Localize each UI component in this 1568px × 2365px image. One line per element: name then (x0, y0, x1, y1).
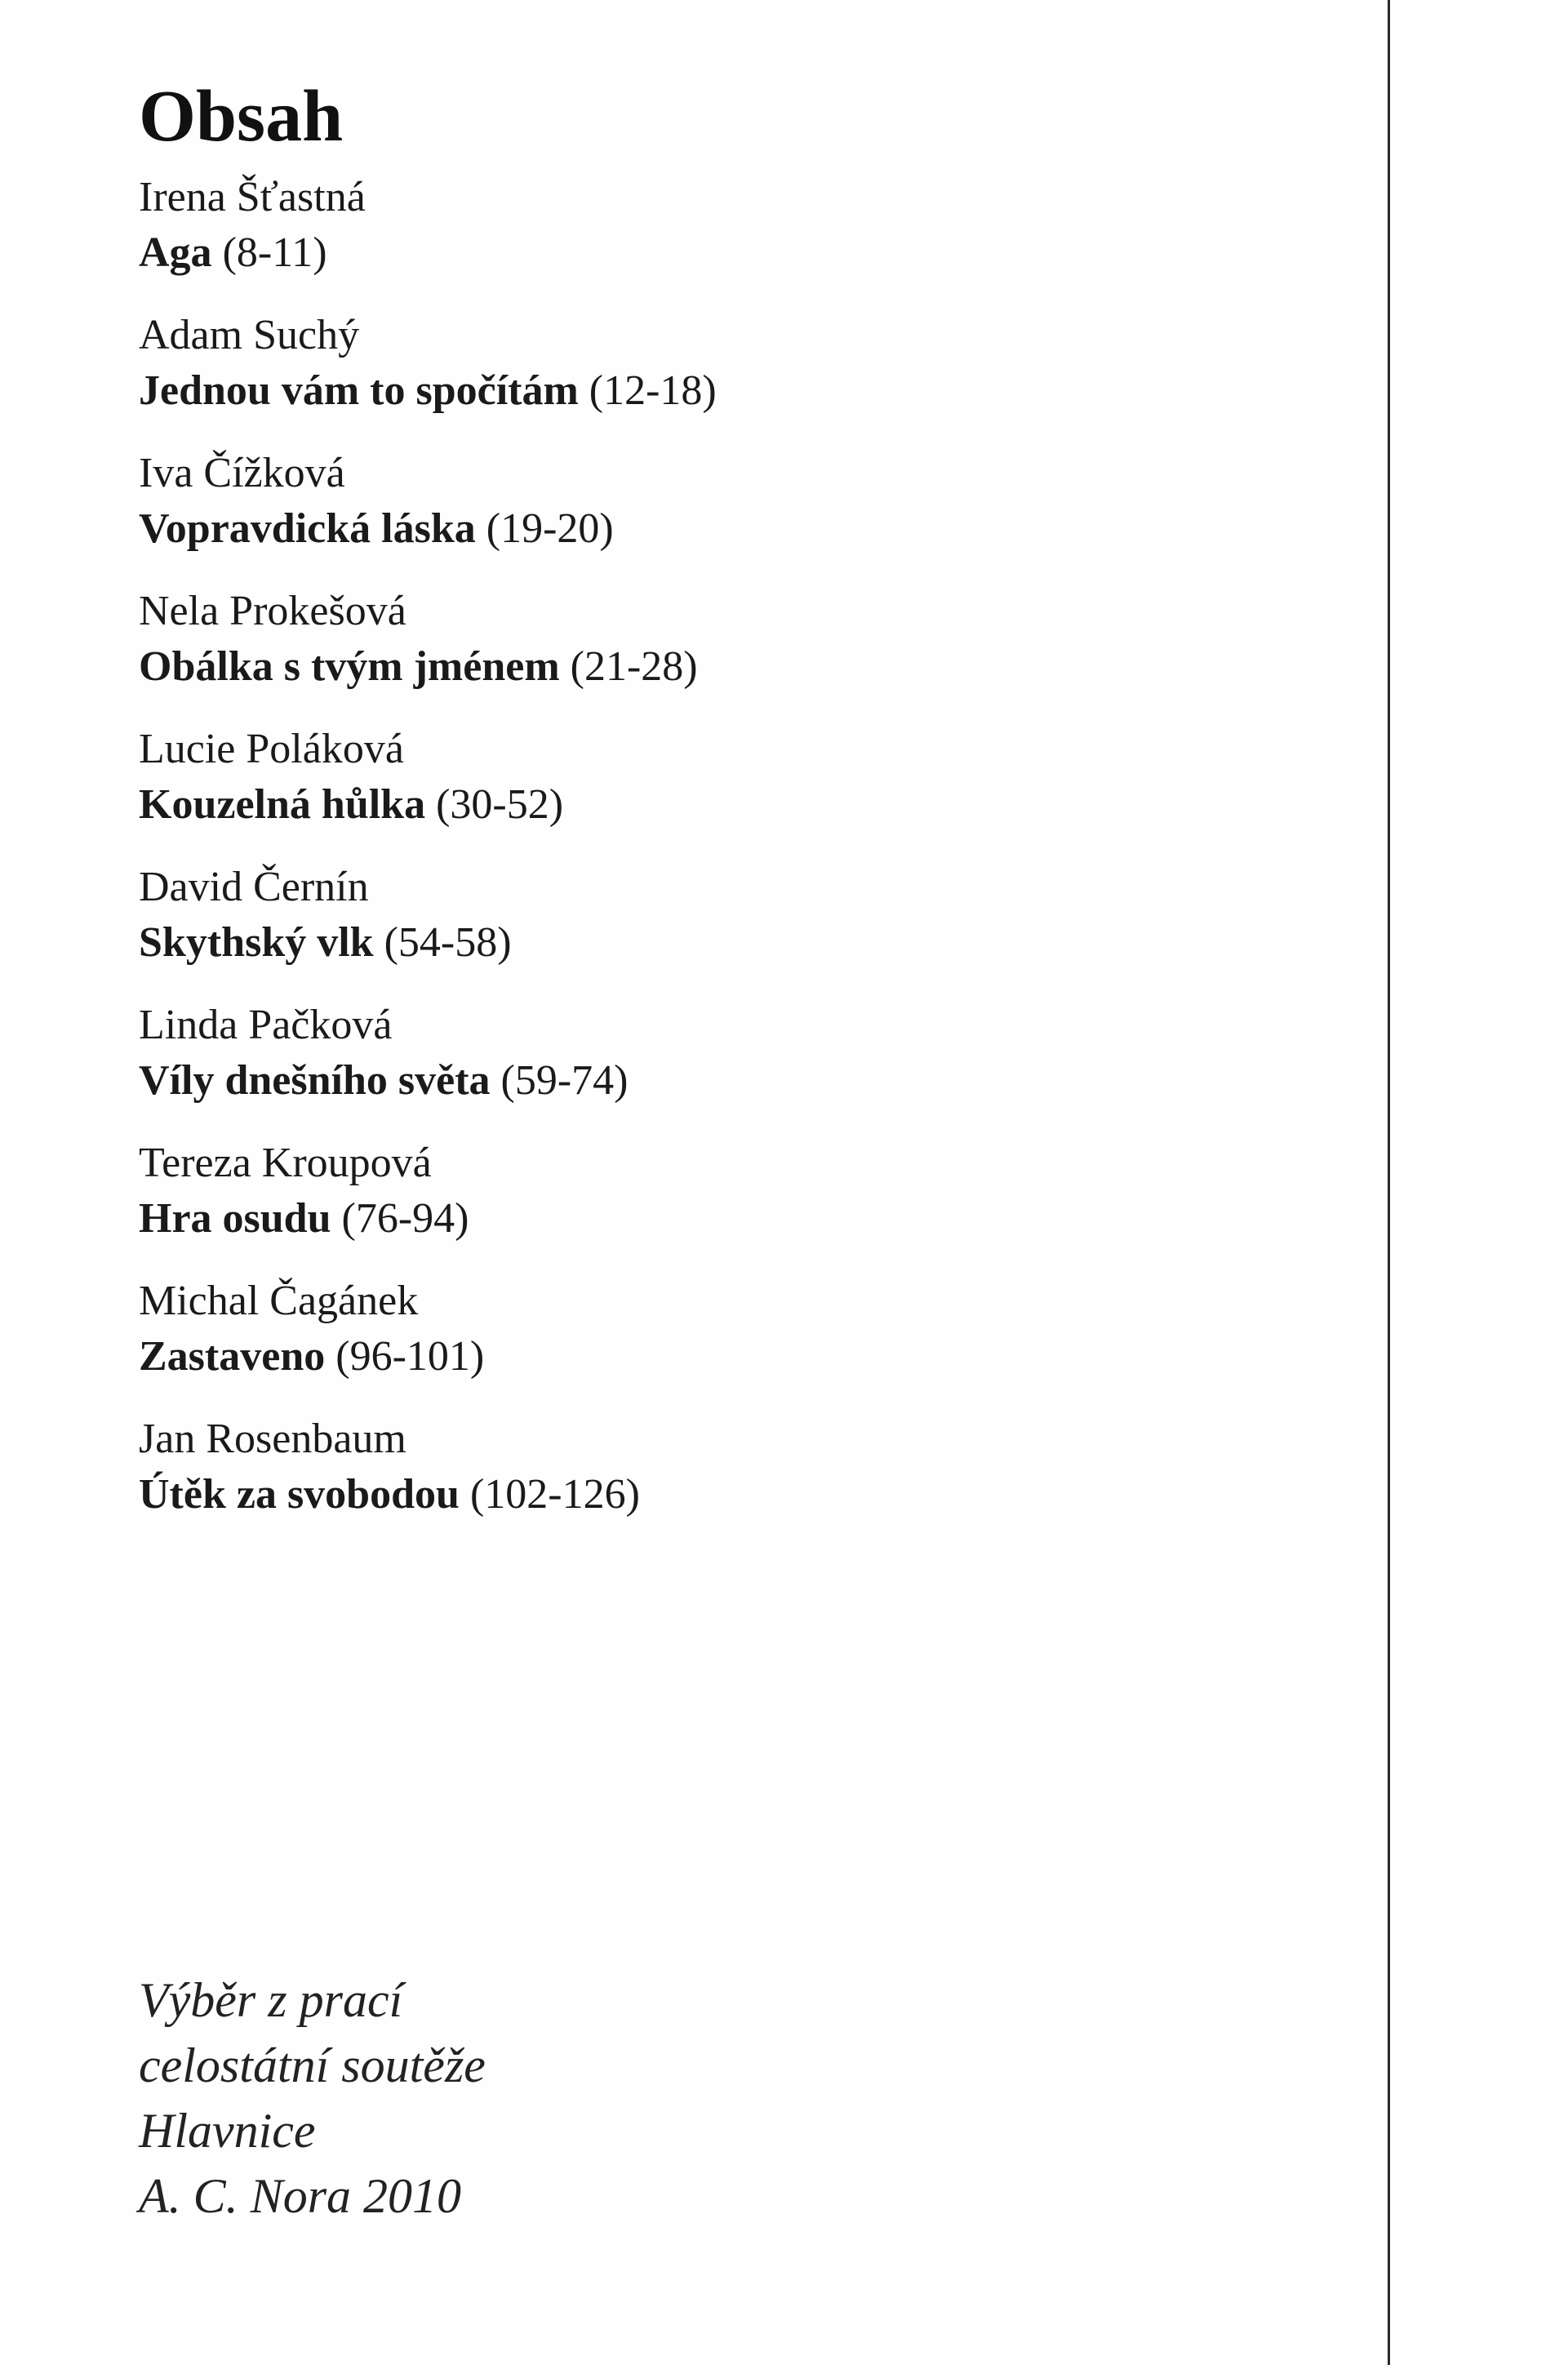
toc-entry (139, 1274, 1281, 1411)
page-edge-rule (1388, 0, 1390, 2365)
entry-title: Vopravdická láska (139, 505, 476, 552)
entry-title: Zastaveno (139, 1333, 326, 1380)
entry-pages: (19-20) (486, 505, 614, 552)
entry-pages: (54-58) (384, 919, 512, 966)
toc-entry (139, 1136, 1281, 1274)
entry-line (139, 225, 1281, 281)
toc-entry (139, 860, 1281, 998)
entry-pages: (96-101) (335, 1333, 485, 1380)
entry-pages: (21-28) (570, 643, 698, 690)
entry-author: Michal Čagánek (139, 1278, 419, 1324)
entry-pages: (102-126) (469, 1471, 640, 1518)
entry-author: David Černín (139, 864, 369, 910)
entry-title: Aga (139, 229, 212, 276)
toc-entry (139, 722, 1281, 860)
toc-entry (139, 170, 1281, 308)
colophon (139, 1967, 486, 2229)
colophon-line: Výběr z prací (139, 1973, 403, 2027)
entry-title: Hra osudu (139, 1195, 331, 1242)
entry-line (139, 501, 1281, 557)
entry-pages: (76-94) (341, 1195, 469, 1242)
entry-title: Útěk za svobodou (139, 1471, 460, 1518)
colophon-line: A. C. Nora 2010 (139, 2169, 462, 2223)
entry-author: Linda Pačková (139, 1002, 393, 1048)
page-title: Obsah (139, 76, 344, 157)
entry-title: Skythský vlk (139, 919, 374, 966)
entry-author: Lucie Poláková (139, 726, 404, 772)
toc-entry (139, 446, 1281, 584)
entry-author: Jan Rosenbaum (139, 1416, 406, 1462)
entry-title: Kouzelná hůlka (139, 781, 426, 828)
entry-line (139, 915, 1281, 971)
entry-author: Iva Čížková (139, 450, 345, 496)
entry-line (139, 1053, 1281, 1109)
entry-line (139, 363, 1281, 419)
table-of-contents (139, 170, 1281, 1549)
entry-pages: (8-11) (222, 229, 327, 276)
toc-entry (139, 1411, 1281, 1549)
entry-pages: (30-52) (436, 781, 564, 828)
entry-line (139, 777, 1281, 833)
entry-author: Nela Prokešová (139, 588, 406, 634)
toc-entry (139, 998, 1281, 1136)
entry-title: Jednou vám to spočítám (139, 367, 579, 414)
entry-pages: (59-74) (500, 1057, 629, 1104)
entry-title: Víly dnešního světa (139, 1057, 491, 1104)
entry-author: Tereza Kroupová (139, 1140, 432, 1186)
entry-author: Adam Suchý (139, 312, 360, 358)
toc-entry (139, 584, 1281, 722)
colophon-line: celostátní soutěže (139, 2038, 486, 2092)
entry-author: Irena Šťastná (139, 174, 366, 220)
entry-line (139, 1191, 1281, 1247)
entry-pages: (12-18) (589, 367, 717, 414)
entry-title: Obálka s tvým jménem (139, 643, 560, 690)
toc-entry (139, 308, 1281, 446)
entry-line (139, 1329, 1281, 1385)
entry-line (139, 1467, 1281, 1523)
entry-line (139, 639, 1281, 695)
colophon-line: Hlavnice (139, 2104, 316, 2158)
